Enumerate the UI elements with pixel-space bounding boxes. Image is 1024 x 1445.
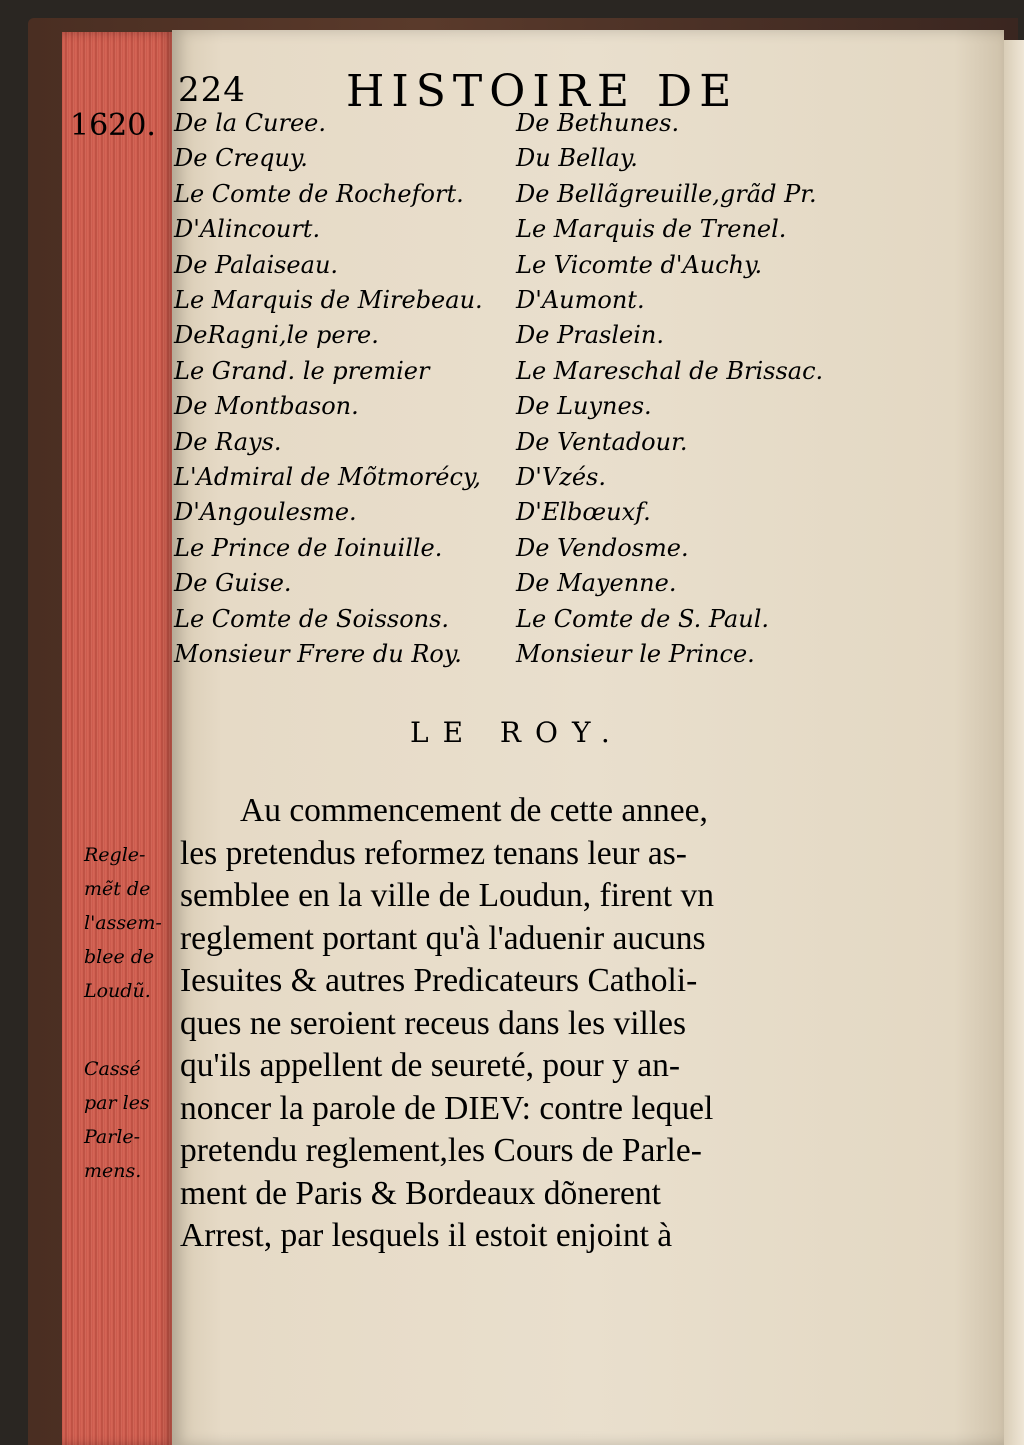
body-paragraph xyxy=(180,790,820,1258)
list-item: Le Mareschal de Brissac. xyxy=(516,356,824,385)
list-item: Le Vicomte d'Auchy. xyxy=(516,250,763,279)
margin-note-line: Regle- xyxy=(84,844,146,866)
list-item: De Palaiseau. xyxy=(174,250,339,279)
list-item: De Ventadour. xyxy=(516,427,688,456)
page-number: 224 xyxy=(178,70,246,110)
margin-note-line: blee de xyxy=(84,946,155,968)
list-item: Le Prince de Ioinuille. xyxy=(174,533,443,562)
list-item: De la Curee. xyxy=(174,109,327,137)
right-name-column xyxy=(516,106,836,673)
margin-year: 1620. xyxy=(70,108,156,143)
text-line: Au commencement de cette annee, xyxy=(240,792,708,829)
list-item: L'Admiral de Mõtmorécy, xyxy=(174,463,481,492)
list-item: Le Marquis de Mirebeau. xyxy=(174,286,483,315)
text-line: ment de Paris & Bordeaux dõnerent xyxy=(180,1174,661,1212)
list-item: Du Bellay. xyxy=(516,144,638,173)
margin-note-casse xyxy=(84,1052,174,1188)
list-item: De Montbason. xyxy=(174,392,359,421)
list-item: Monsieur Frere du Roy. xyxy=(174,640,462,669)
text-line: les pretendus reformez tenans leur as- xyxy=(180,834,687,872)
list-item: De Guise. xyxy=(174,569,292,598)
text-line: pretendu reglement,les Cours de Parle- xyxy=(180,1132,702,1169)
text-line: qu'ils appellent de seureté, pour y an- xyxy=(180,1047,680,1084)
next-page-strip xyxy=(1004,40,1024,1445)
list-item: De Bellãgreuille,grãd Pr. xyxy=(516,179,817,208)
list-item: De Rays. xyxy=(174,427,282,456)
list-item: Le Grand. le premier xyxy=(174,356,430,385)
margin-note-line: l'assem- xyxy=(84,912,162,934)
left-name-column xyxy=(174,106,504,673)
list-item: Le Comte de Rochefort. xyxy=(174,179,464,208)
text-line: Iesuites & autres Predicateurs Catholi- xyxy=(180,962,698,999)
list-item: DeRagni,le pere. xyxy=(174,321,379,350)
list-item: Le Comte de Soissons. xyxy=(174,604,450,633)
list-item: Le Marquis de Trenel. xyxy=(516,215,787,244)
list-item: Monsieur le Prince. xyxy=(516,640,755,669)
list-item: D'Aumont. xyxy=(516,286,645,315)
margin-note-line: mens. xyxy=(84,1160,142,1182)
list-item: D'Vzés. xyxy=(516,463,606,492)
text-line: Arrest, par lesquels il estoit enjoint à xyxy=(180,1217,673,1254)
list-item: D'Elbœuxf. xyxy=(516,498,651,527)
margin-note-reglement xyxy=(84,838,174,1008)
running-title: HISTOIRE DE xyxy=(346,66,739,117)
list-item: De Vendosme. xyxy=(516,533,689,562)
section-heading: LE ROY. xyxy=(410,716,624,749)
list-item: D'Angoulesme. xyxy=(174,498,357,527)
margin-note-line: par les xyxy=(84,1092,150,1114)
list-item: D'Alincourt. xyxy=(174,215,321,244)
text-line: noncer la parole de DIEV: contre lequel xyxy=(180,1089,714,1127)
list-item: De Mayenne. xyxy=(516,569,677,598)
margin-note-line: mẽt de xyxy=(84,878,151,900)
text-line: reglement portant qu'à l'aduenir aucuns xyxy=(180,919,706,957)
margin-note-line: Loudũ. xyxy=(84,980,151,1002)
list-item: Le Comte de S. Paul. xyxy=(516,604,769,633)
page-edges xyxy=(62,32,174,1445)
text-line: ques ne seroient receus dans les villes xyxy=(180,1004,687,1042)
list-item: De Luynes. xyxy=(516,392,652,421)
margin-note-line: Cassé xyxy=(84,1058,141,1080)
margin-note-line: Parle- xyxy=(84,1126,141,1148)
list-item: De Bethunes. xyxy=(516,109,680,137)
list-item: De Crequy. xyxy=(174,144,308,173)
text-line: semblee en la ville de Loudun, firent vn xyxy=(180,877,714,914)
list-item: De Praslein. xyxy=(516,321,664,350)
